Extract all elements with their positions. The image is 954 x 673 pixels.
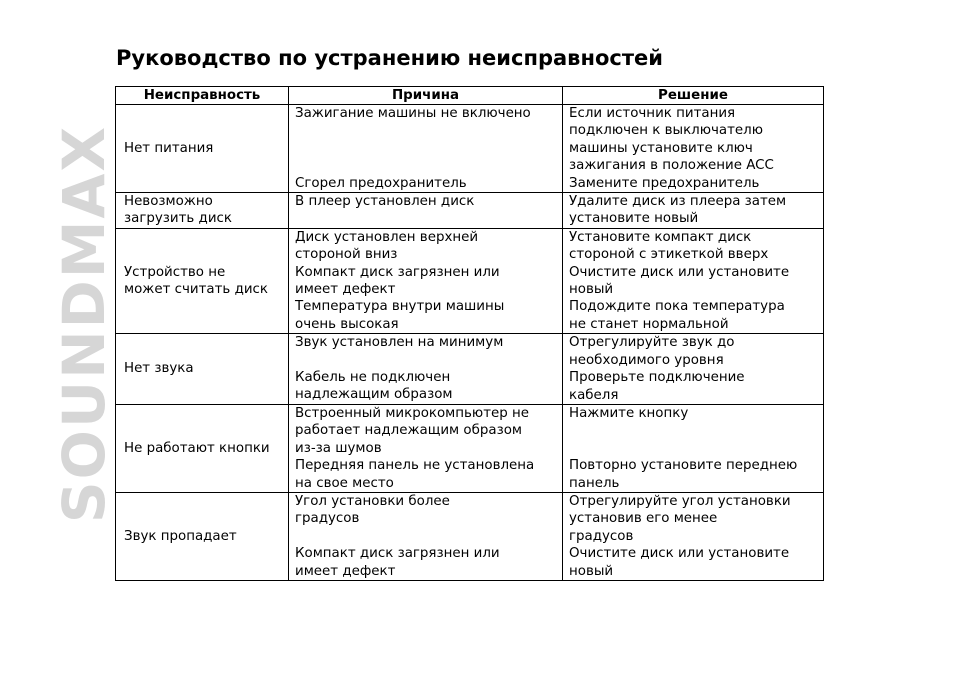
brand-watermark	[50, 48, 118, 600]
cause-text: Зажигание машины не включено	[295, 106, 531, 121]
problem-text: Не работают кнопки	[124, 440, 270, 456]
problem-text: Невозможно загрузить диск	[124, 194, 232, 227]
cause-text: Передняя панель не установлена на свое место	[295, 458, 535, 491]
table-row	[116, 228, 824, 333]
cause-cell	[289, 228, 563, 333]
table-row	[116, 334, 824, 405]
page-title: Руководство по устранению неисправностей	[116, 46, 663, 70]
cause-text: Диск установлен верхней стороной вниз	[295, 229, 479, 263]
brand-logo-text: SOUNDMAX	[50, 124, 118, 524]
problem-cell	[116, 404, 289, 492]
solution-text: Нажмите кнопку	[569, 405, 689, 421]
cause-text: Сгорел предохранитель	[295, 175, 467, 191]
problem-text: Нет звука	[124, 361, 194, 377]
problem-text: Звук пропадает	[124, 528, 237, 544]
problem-cell	[116, 228, 289, 333]
solution-text: Установите компакт диск стороной с этикеткой вверх	[569, 229, 769, 263]
cause-text: Компакт диск загрязнен или имеет дефект	[295, 264, 500, 298]
solution-text: Удалите диск из плеера затем установите новый	[569, 194, 787, 227]
cause-cell	[289, 193, 563, 229]
solution-cell	[563, 334, 824, 405]
cause-text: Температура внутри машины очень высокая	[295, 299, 505, 332]
cause-cell	[289, 334, 563, 405]
solution-text: Подождите пока температура не станет нормальной	[569, 299, 785, 332]
header-problem: Неисправность	[116, 87, 289, 105]
solution-text: Очистите диск или установите новый	[569, 264, 790, 298]
cause-text: Угол установки более градусов	[295, 493, 450, 527]
cause-cell	[289, 105, 563, 193]
cause-text: Кабель не подключен надлежащим образом	[295, 370, 453, 403]
problem-text: Нет питания	[124, 140, 214, 156]
solution-text: Если источник питания подключен к выключателю машины установите ключ зажигания в положение ACC	[569, 106, 774, 174]
solution-text: Повторно установите переднею панель	[569, 458, 798, 491]
solution-text: Замените предохранитель	[569, 175, 760, 191]
solution-text: Отрегулируйте угол установки установив его менее градусов	[569, 493, 791, 544]
cause-text: В плеер установлен диск	[295, 194, 475, 210]
solution-cell	[563, 228, 824, 333]
cause-text: Встроенный микрокомпьютер не работает надлежащим образом из-за шумов	[295, 405, 529, 456]
solution-text: Очистите диск или установите новый	[569, 546, 790, 579]
problem-cell	[116, 334, 289, 405]
problem-cell	[116, 105, 289, 193]
table-row	[116, 105, 824, 193]
problem-cell	[116, 193, 289, 229]
troubleshooting-table	[115, 86, 824, 581]
solution-cell	[563, 404, 824, 492]
problem-cell	[116, 492, 289, 580]
header-solution: Решение	[563, 87, 824, 105]
solution-cell	[563, 193, 824, 229]
solution-cell	[563, 492, 824, 580]
table-row	[116, 492, 824, 580]
header-cause: Причина	[289, 87, 563, 105]
table-row	[116, 193, 824, 229]
cause-text: Компакт диск загрязнен или имеет дефект	[295, 546, 500, 579]
solution-text: Проверьте подключение кабеля	[569, 370, 745, 403]
table-row	[116, 404, 824, 492]
solution-text: Отрегулируйте звук до необходимого уровня	[569, 335, 735, 368]
solution-cell	[563, 105, 824, 193]
cause-text: Звук установлен на минимум	[295, 335, 504, 351]
table-header-row	[116, 87, 824, 105]
problem-text: Устройство не может считать диск	[124, 264, 268, 298]
cause-cell	[289, 404, 563, 492]
cause-cell	[289, 492, 563, 580]
